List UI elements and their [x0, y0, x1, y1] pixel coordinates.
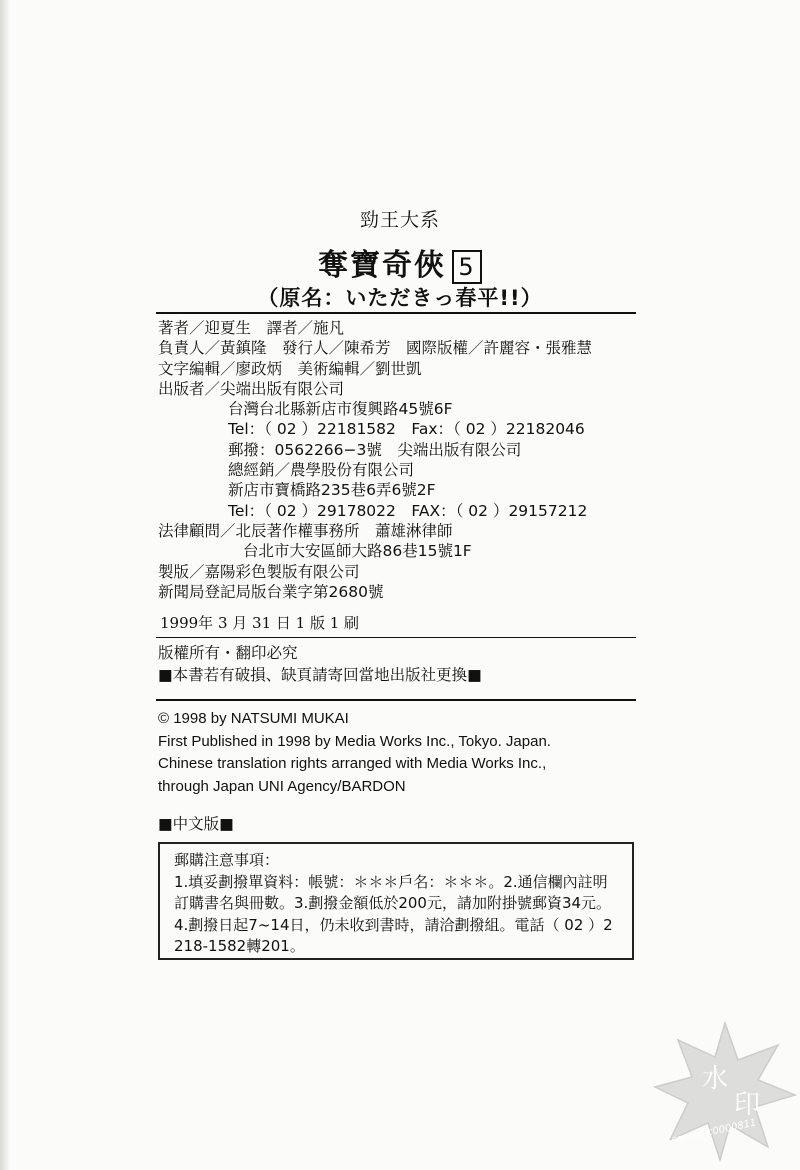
mail-order-notice-title: 郵購注意事項： — [174, 851, 280, 869]
english-line: through Japan UNI Agency/BARDON — [158, 777, 406, 795]
scan-edge — [0, 0, 10, 1170]
original-title: （原名：いただきっ春平!!） — [257, 286, 543, 310]
rights-line: ■本書若有破損、缺頁請寄回當地出版社更換■ — [158, 666, 482, 684]
rights-block — [158, 642, 482, 686]
english-line: Chinese translation rights arranged with Media Works Inc., — [158, 755, 547, 772]
rights-divider — [156, 699, 636, 701]
credit-line: 新聞局登記局版台業字第2680號 — [158, 582, 384, 601]
mail-order-notice-body: 1.填妥劃撥單資料：帳號：＊＊＊戶名：＊＊＊。2.通信欄內註明訂購書名與冊數。3.劃撥金額低於200元，請加附掛號郵資34元。4.劃撥日起7~14日，仍未收到書時，請洽劃撥組。電話（ 02 ）2218-1582轉201。 — [174, 872, 613, 955]
credits-block — [158, 318, 592, 602]
credit-line: 著者／迎夏生 譯者／施凡 — [158, 319, 345, 337]
credit-line: 新店市寶橋路235巷6弄6號2F — [228, 481, 436, 500]
credit-line: 台灣台北縣新店市復興路45號6F — [228, 400, 453, 419]
english-copyright-block — [158, 708, 551, 798]
mail-order-notice — [158, 842, 634, 960]
watermark-char1: 水 — [702, 1064, 729, 1094]
book-title-text: 奪寶奇俠 — [318, 248, 446, 283]
series-brand: 勁王大系 — [359, 209, 440, 231]
credit-line: 文字編輯／廖政炳 美術編輯／劉世凱 — [158, 359, 422, 378]
credit-line: Tel：（ 02 ）22181582 Fax：（ 02 ）22182046 — [228, 420, 585, 439]
top-divider — [156, 312, 636, 314]
credit-line: 法律顧問／北辰著作權事務所 蕭雄淋律師 — [158, 521, 453, 540]
credit-line: Tel：（ 02 ）29178022 FAX：（ 02 ）29157212 — [228, 501, 588, 520]
watermark-scan-credit: Scan by c0000811 — [664, 1117, 758, 1148]
english-line: First Published in 1998 by Media Works Inc., Tokyo. Japan. — [158, 732, 551, 750]
credit-line: 郵撥：0562266−3號 尖端出版有限公司 — [228, 440, 522, 459]
scan-watermark-leaf-icon — [650, 1015, 800, 1165]
credit-line: 出版者／尖端出版有限公司 — [158, 379, 345, 398]
watermark-char2: 印 — [734, 1090, 761, 1120]
edition-label: ■中文版■ — [158, 815, 234, 833]
credit-line: 負責人／黃鎮隆 發行人／陳希芳 國際版權／許麗容・張雅慧 — [158, 339, 593, 358]
book-title — [0, 240, 800, 284]
date-divider — [156, 637, 636, 638]
english-line: © 1998 by NATSUMI MUKAI — [158, 710, 349, 727]
rights-line: 版權所有・翻印必究 — [158, 644, 298, 662]
credit-line: 總經銷／農學股份有限公司 — [228, 461, 415, 480]
credit-line: 台北市大安區師大路86巷15號1F — [243, 542, 472, 561]
volume-badge: 5 — [452, 250, 482, 284]
credit-line: 製版／嘉陽彩色製版有限公司 — [158, 562, 360, 581]
print-date: 1999年 3 月 31 日 1 版 1 刷 — [160, 614, 360, 632]
